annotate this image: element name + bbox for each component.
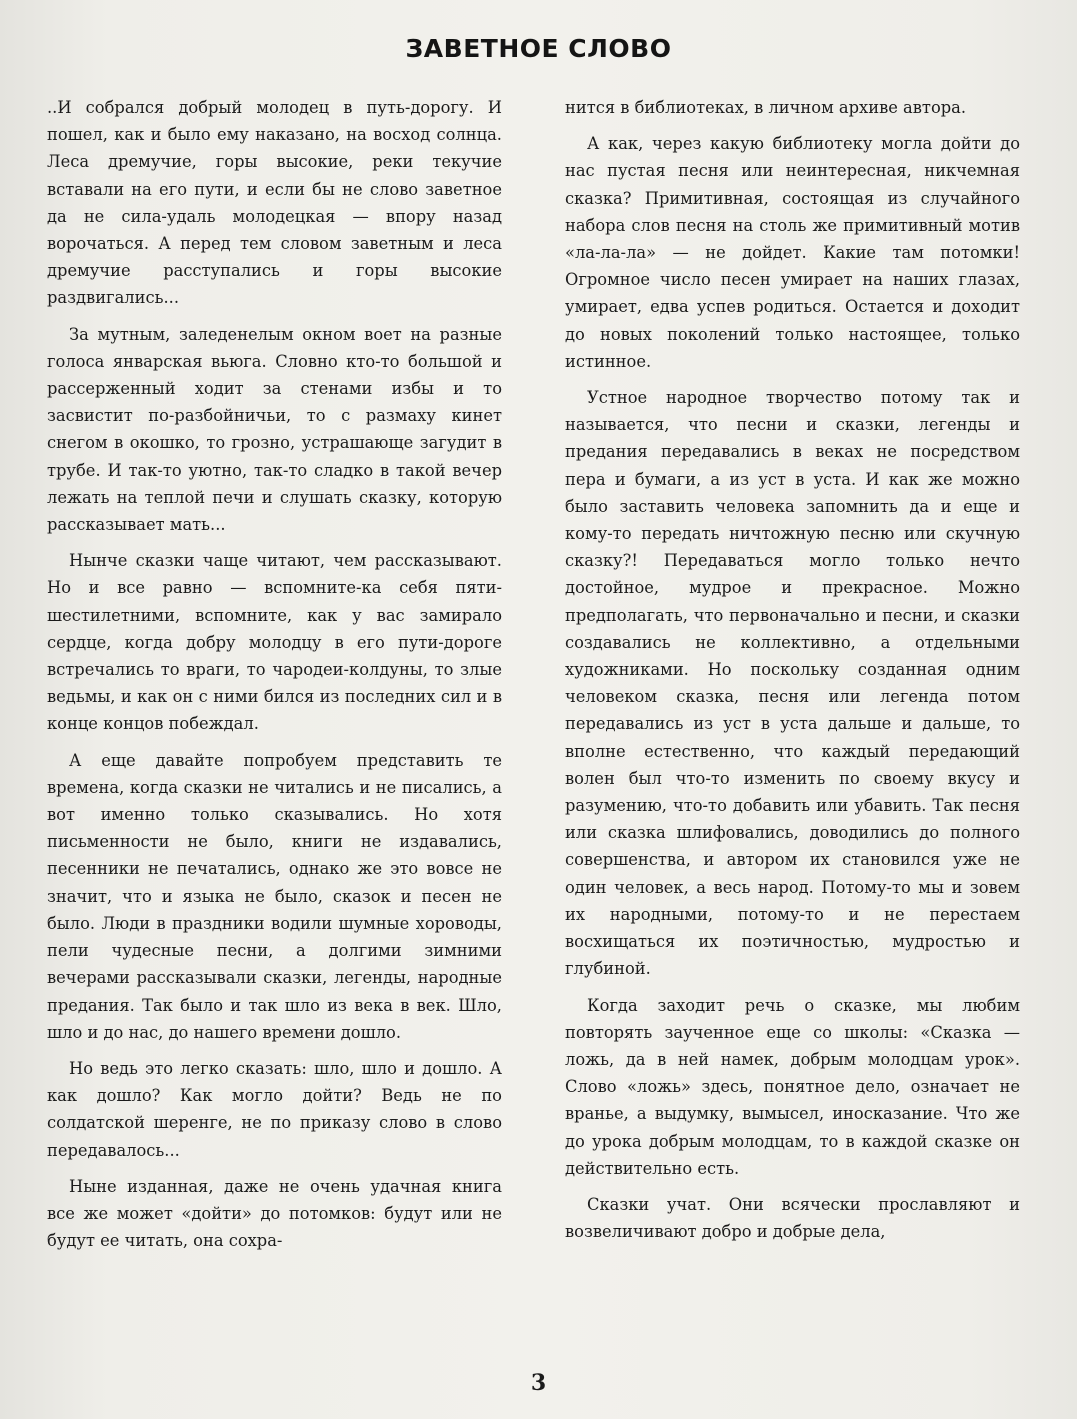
paragraph: Нынче сказки чаще читают, чем рассказывают. Но и все равно — вспомните-ка себя пяти-шестилетними, вспомните, как у вас замирало сердце, когда добру молодцу в его пути-дороге встречались то враги, то чародеи-колдуны, то злые ведьмы, и как он с ними бился из последних сил и в конце концов побеждал. [47,551,502,734]
paragraph: Но ведь это легко сказать: шло, шло и дошло. А как дошло? Как могло дойти? Ведь не по солдатской шеренге, не по приказу слово в слово передавалось... [47,1058,502,1160]
paragraph: нится в библиотеках, в личном архиве автора. [565,98,967,117]
paragraph: Сказки учат. Они всячески прославляют и возвеличивают добро и добрые дела, [565,1194,1020,1242]
right-column [565,94,1020,1254]
paragraph: А как, через какую библиотеку могла дойти до нас пустая песня или неинтересная, никчемная сказка? Примитивная, состоящая из случайного набора слов песня на столь же примитивный мотив «ла-ла-ла» — не дойдет. Какие там потомки! Огромное число песен умирает на наших глазах, умирает, едва успев родиться. Остается и доходит до новых поколений только настоящее, только истинное. [565,134,1020,371]
left-column [47,94,502,1263]
paragraph: Ныне изданная, даже не очень удачная книга все же может «дойти» до потомков: будут или не будут ее читать, она сохра- [47,1176,502,1251]
paragraph: За мутным, заледенелым окном воет на разные голоса январская вьюга. Словно кто-то большой и рассерженный ходит за стенами избы и то засвистит по-разбойничьи, то с размаху кинет снегом в окошко, то грозно, устрашающе загудит в трубе. И так-то уютно, так-то сладко в такой вечер лежать на теплой печи и слушать сказку, которую рассказывает мать... [47,324,502,535]
page-number: 3 [530,1370,547,1396]
paragraph: Устное народное творчество потому так и называется, что песни и сказки, легенды и предания передавались в веках не посредством пера и бумаги, а из уст в уста. И как же можно было заставить человека запомнить да и еще и кому-то передать ничтожную песню или скучную сказку?! Передаваться могло только нечто достойное, мудрое и прекрасное. Можно предполагать, что первоначально и песни, и сказки создавались не коллективно, а отдельными художниками. Но поскольку созданная одним человеком сказка, песня или легенда потом передавались из уст в уста дальше и дальше, то вполне естественно, что каждый передающий волен был что-то изменить по своему вкусу и разумению, что-то добавить или убавить. Так песня или сказка шлифовались, доводились до полного совершенства, и автором их становился уже не один человек, а весь народ. Потому-то мы и зовем их народными, потому-то и не перестаем восхищаться их поэтичностью, мудростью и глубиной. [565,388,1020,979]
paragraph: Когда заходит речь о сказке, мы любим повторять заученное еще со школы: «Сказка — ложь, да в ней намек, добрым молодцам урок». Слово «ложь» здесь, понятное дело, означает не вранье, а выдумку, вымысел, иносказание. Что же до урока добрым молодцам, то в каждой сказке он действительно есть. [565,995,1020,1178]
paragraph: А еще давайте попробуем представить те времена, когда сказки не читались и не писались, а вот именно только сказывались. Но хотя письменности не было, книги не издавались, песенники не печатались, однако же это вовсе не значит, что и языка не было, сказок и песен не было. Люди в праздники водили шумные хороводы, пели чудесные песни, а долгими зимними вечерами рассказывали сказки, легенды, народные предания. Так было и так шло из века в век. Шло, шло и до нас, до нашего времени дошло. [47,750,502,1042]
paragraph: ..И собрался добрый молодец в путь-дорогу. И пошел, как и было ему наказано, на восход солнца. Леса дремучие, горы высокие, реки текучие вставали на его пути, и если бы не слово заветное да не сила-удаль молодецкая — впору назад ворочаться. А перед тем словом заветным и леса дремучие расступались и горы высокие раздвигались... [47,98,502,308]
page-title: ЗАВЕТНОЕ СЛОВО [405,34,672,63]
